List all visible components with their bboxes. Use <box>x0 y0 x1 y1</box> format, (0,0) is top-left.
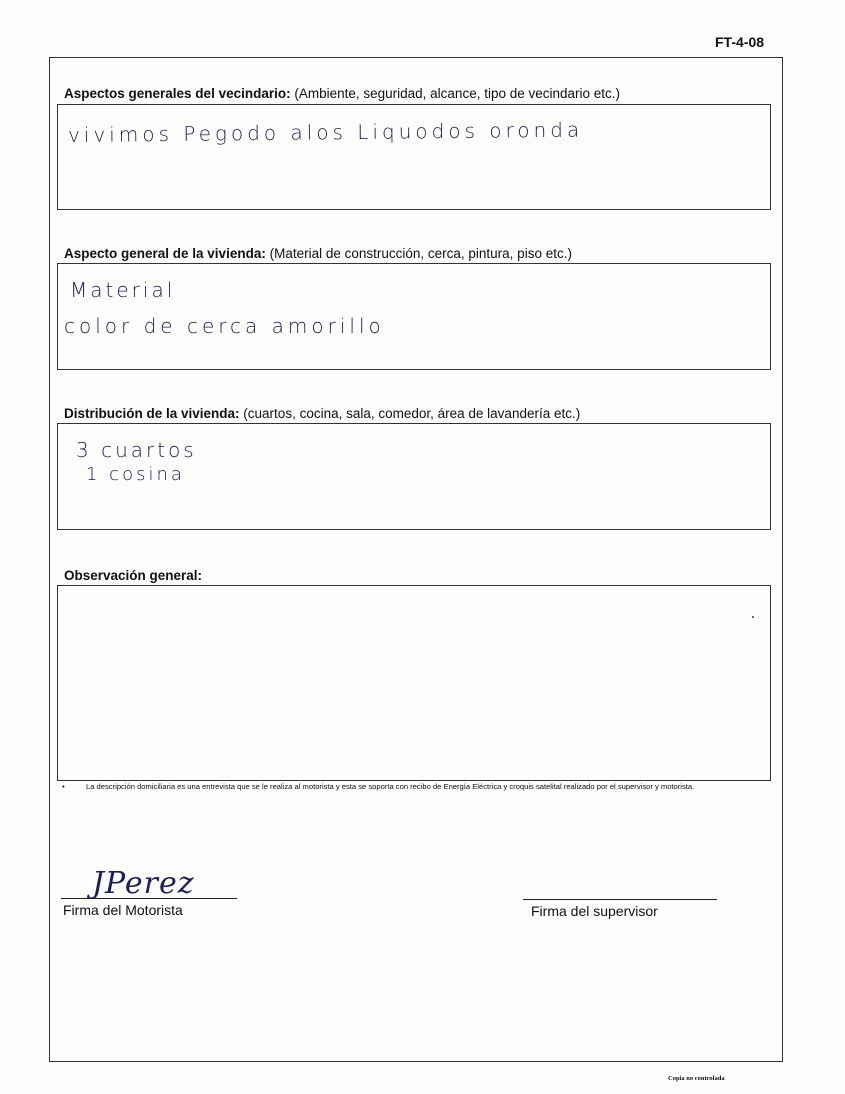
section-observation-title <box>64 568 202 583</box>
handwritten-answer: 3 cuartos <box>76 438 197 462</box>
neighborhood-answer-box[interactable] <box>57 104 771 210</box>
handwritten-answer: color de cerca amorillo <box>64 314 385 338</box>
section-title-detail: (Ambiente, seguridad, alcance, tipo de vecindario etc.) <box>290 86 621 101</box>
section-title-detail: (cuartos, cocina, sala, comedor, área de lavandería etc.) <box>239 406 581 421</box>
section-title-detail: (Material de construcción, cerca, pintura, piso etc.) <box>265 246 572 261</box>
ink-speck <box>752 616 754 618</box>
supervisor-signature-line <box>523 899 717 900</box>
footnote-text: La descripción domiciliaria es una entrevista que se le realiza al motorista y esta se soporta con recibo de Energía Eléctrica y croquis satelital realizado por el supervisor y motorista. <box>86 782 695 791</box>
section-title-bold: Aspectos generales del vecindario: <box>64 86 291 101</box>
section-housing-title <box>64 246 572 261</box>
motorista-signature-line <box>61 898 237 899</box>
handwritten-answer: 1 cosina <box>86 464 185 485</box>
handwritten-answer: Material <box>70 278 176 302</box>
footer-note: Copia no controlada <box>668 1075 725 1082</box>
section-title-bold: Distribución de la vivienda: <box>64 406 240 421</box>
observation-answer-box[interactable] <box>57 585 771 781</box>
form-code: FT-4-08 <box>715 34 765 50</box>
footnote-bullet: • <box>62 782 65 791</box>
layout-answer-box[interactable] <box>57 423 771 530</box>
footnote <box>62 782 774 792</box>
housing-answer-box[interactable] <box>57 263 771 370</box>
motorista-signature-label: Firma del Motorista <box>63 902 183 918</box>
supervisor-signature-label: Firma del supervisor <box>531 903 658 919</box>
section-neighborhood-title <box>64 86 620 101</box>
section-title-bold: Observación general: <box>64 568 203 583</box>
handwritten-answer: vivimos Pegodo alos Liquodos oronda <box>67 117 584 147</box>
section-title-bold: Aspecto general de la vivienda: <box>64 246 266 261</box>
section-layout-title <box>64 406 580 421</box>
motorista-signature: JPerez <box>92 866 195 901</box>
